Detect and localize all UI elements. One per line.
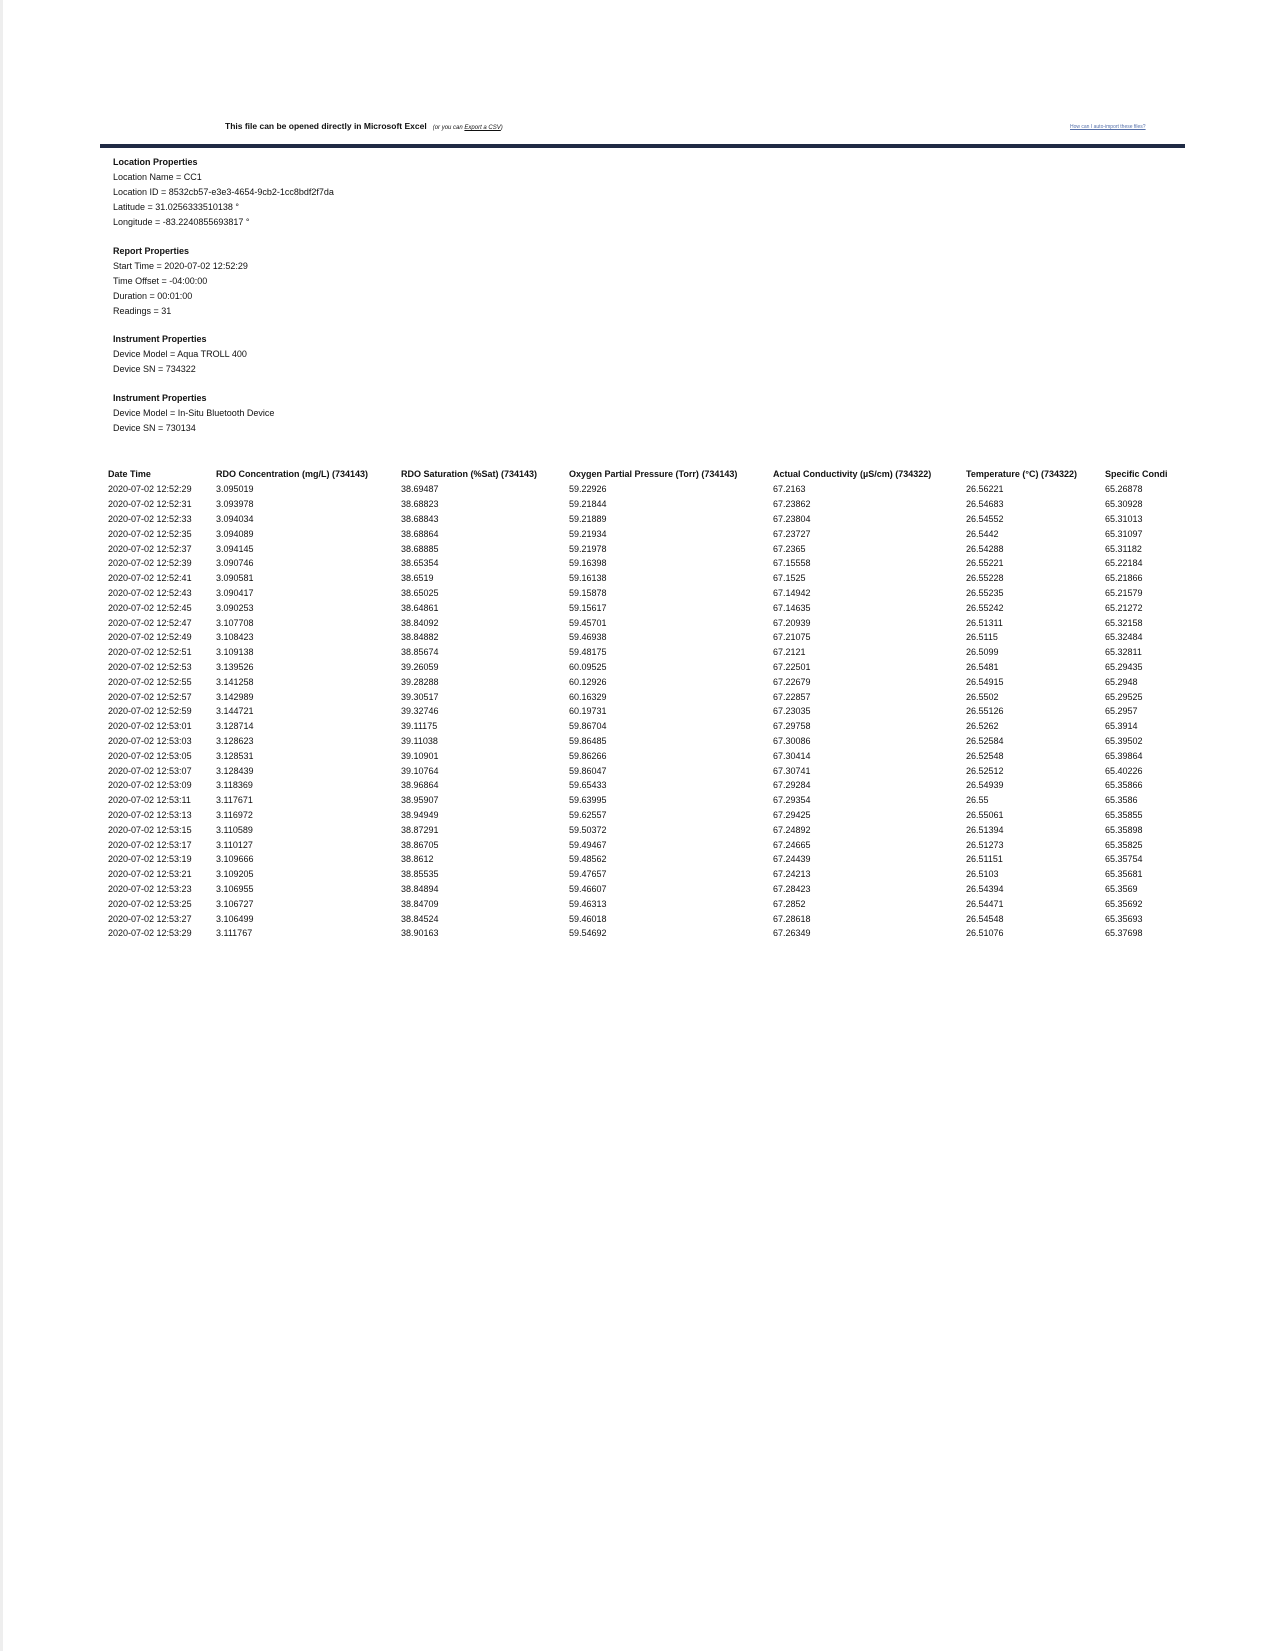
table-cell: 67.24439 [773,854,811,865]
table-cell: 60.09525 [569,661,607,672]
table-cell: 65.31013 [1105,513,1143,524]
table-cell: 67.30741 [773,765,811,776]
table-cell: 2020-07-02 12:53:19 [108,854,192,865]
table-cell: 59.46938 [569,632,607,643]
table-cell: 67.29425 [773,809,811,820]
column-header: Date Time [108,469,151,479]
table-row [108,926,1192,941]
report-heading: Report Properties [113,246,190,256]
table-cell: 3.106499 [216,913,254,924]
instrument-line: Device Model = In-Situ Bluetooth Device [113,408,275,418]
instrument-line: Device SN = 734322 [113,364,196,374]
table-row [108,748,1192,763]
table-cell: 67.23804 [773,513,811,524]
table-cell: 3.109138 [216,647,254,658]
table-cell: 2020-07-02 12:52:33 [108,513,192,524]
table-cell: 3.144721 [216,706,254,717]
table-row [108,615,1192,630]
table-cell: 26.55126 [966,706,1004,717]
table-cell: 59.46313 [569,898,607,909]
location-properties [113,155,334,230]
table-cell: 67.2163 [773,484,806,495]
table-cell: 38.68864 [401,528,439,539]
table-cell: 3.090581 [216,573,254,584]
table-cell: 2020-07-02 12:52:47 [108,617,192,628]
table-row [108,660,1192,675]
table-cell: 67.29758 [773,721,811,732]
table-cell: 59.49467 [569,839,607,850]
table-cell: 3.128531 [216,750,254,761]
table-cell: 59.21934 [569,528,607,539]
table-cell: 67.23727 [773,528,811,539]
table-cell: 3.111767 [216,928,253,939]
table-cell: 26.54683 [966,499,1004,510]
table-cell: 67.29284 [773,780,811,791]
table-cell: 65.2957 [1105,706,1138,717]
table-cell: 65.39864 [1105,750,1143,761]
table-cell: 67.14635 [773,602,811,613]
table-cell: 3.106955 [216,883,254,894]
location-line: Location ID = 8532cb57-e3e3-4654-9cb2-1cc8bdf2f7da [113,187,334,197]
location-line: Latitude = 31.0256333510138 ° [113,202,239,212]
table-cell: 59.50372 [569,824,607,835]
table-cell: 2020-07-02 12:52:59 [108,706,192,717]
banner-title: This file can be opened directly in Microsoft Excel [225,121,427,131]
report-line: Readings = 31 [113,306,172,316]
table-cell: 26.5103 [966,869,999,880]
column-header: Actual Conductivity (µS/cm) (734322) [773,469,932,479]
instrument-line: Device SN = 730134 [113,423,196,433]
table-cell: 3.117671 [216,795,253,806]
table-row [108,512,1192,527]
table-cell: 2020-07-02 12:52:35 [108,528,192,539]
table-cell: 59.62557 [569,809,607,820]
table-cell: 67.2121 [773,647,806,658]
table-cell: 2020-07-02 12:53:01 [108,721,192,732]
table-cell: 65.29525 [1105,691,1143,702]
table-cell: 26.51311 [966,617,1003,628]
table-cell: 2020-07-02 12:52:31 [108,499,192,510]
table-cell: 39.10764 [401,765,439,776]
table-cell: 2020-07-02 12:53:09 [108,780,192,791]
table-cell: 67.24665 [773,839,811,850]
table-cell: 65.21866 [1105,573,1143,584]
table-cell: 38.68823 [401,499,439,510]
table-cell: 67.24213 [773,869,811,880]
table-cell: 65.2948 [1105,676,1138,687]
table-cell: 3.095019 [216,484,254,495]
table-cell: 38.86705 [401,839,439,850]
table-cell: 67.30086 [773,735,811,746]
table-row [108,719,1192,734]
table-cell: 59.86047 [569,765,607,776]
table-cell: 38.84709 [401,898,439,909]
table-cell: 3.109205 [216,869,254,880]
table-cell: 2020-07-02 12:53:03 [108,735,192,746]
table-cell: 65.3914 [1105,721,1138,732]
table-row [108,822,1192,837]
table-cell: 67.21075 [773,632,811,643]
table-cell: 59.16138 [569,573,607,584]
table-cell: 38.69487 [401,484,439,495]
table-cell: 38.6519 [401,573,434,584]
table-cell: 65.35825 [1105,839,1143,850]
table-cell: 59.86485 [569,735,607,746]
table-cell: 59.16398 [569,558,607,569]
table-cell: 26.54939 [966,780,1004,791]
table-cell: 65.30928 [1105,499,1143,510]
table-cell: 26.52548 [966,750,1004,761]
table-cell: 3.118369 [216,780,253,791]
column-header: Temperature (°C) (734322) [966,469,1077,479]
table-cell: 59.45701 [569,617,607,628]
table-cell: 2020-07-02 12:52:55 [108,676,192,687]
table-cell: 3.090253 [216,602,254,613]
table-cell: 26.52512 [966,765,1004,776]
table-cell: 2020-07-02 12:53:07 [108,765,192,776]
table-cell: 59.46607 [569,883,607,894]
table-cell: 3.107708 [216,617,254,628]
table-cell: 59.65433 [569,780,607,791]
table-cell: 26.55228 [966,573,1004,584]
table-cell: 2020-07-02 12:52:49 [108,632,192,643]
table-cell: 67.2365 [773,543,806,554]
table-cell: 26.54471 [966,898,1004,909]
table-cell: 26.55 [966,795,989,806]
table-cell: 67.20939 [773,617,811,628]
table-cell: 67.1525 [773,573,806,584]
table-cell: 38.85674 [401,647,439,658]
column-header: RDO Concentration (mg/L) (734143) [216,469,369,479]
table-cell: 2020-07-02 12:52:45 [108,602,192,613]
table-cell: 39.26059 [401,661,439,672]
table-cell: 59.48562 [569,854,607,865]
table-cell: 26.52584 [966,735,1004,746]
table-cell: 38.8612 [401,854,434,865]
table-cell: 65.29435 [1105,661,1143,672]
table-cell: 38.84092 [401,617,439,628]
table-cell: 59.86266 [569,750,607,761]
table-cell: 65.35866 [1105,780,1143,791]
table-cell: 2020-07-02 12:52:29 [108,484,192,495]
table-cell: 26.5502 [966,691,999,702]
table-row [108,734,1192,749]
table-cell: 3.110127 [216,839,253,850]
table-cell: 67.15558 [773,558,811,569]
table-cell: 2020-07-02 12:53:23 [108,883,192,894]
table-cell: 67.23035 [773,706,811,717]
table-cell: 38.68885 [401,543,439,554]
table-cell: 67.22501 [773,661,811,672]
table-row [108,793,1192,808]
instrument-line: Device Model = Aqua TROLL 400 [113,349,247,359]
table-cell: 3.128714 [216,721,254,732]
table-cell: 3.109666 [216,854,254,865]
table-cell: 2020-07-02 12:53:21 [108,869,192,880]
table-cell: 3.108423 [216,632,254,643]
table-row [108,837,1192,852]
table-cell: 2020-07-02 12:53:05 [108,750,192,761]
table-cell: 38.87291 [401,824,439,835]
table-cell: 65.3569 [1105,883,1138,894]
table-cell: 67.2852 [773,898,806,909]
table-cell: 2020-07-02 12:52:37 [108,543,192,554]
location-line: Longitude = -83.2240855693817 ° [113,217,250,227]
table-cell: 38.84894 [401,883,439,894]
table-cell: 3.142989 [216,691,254,702]
table-row [108,645,1192,660]
table-cell: 38.68843 [401,513,439,524]
table-cell: 3.141258 [216,676,254,687]
table-cell: 59.86704 [569,721,607,732]
table-cell: 38.65354 [401,558,439,569]
table-cell: 26.55221 [966,558,1004,569]
table-cell: 65.35693 [1105,913,1143,924]
table-row [108,911,1192,926]
table-cell: 38.65025 [401,587,439,598]
table-cell: 65.21579 [1105,587,1143,598]
report-line: Start Time = 2020-07-02 12:52:29 [113,261,248,271]
table-cell: 2020-07-02 12:52:53 [108,661,192,672]
table-cell: 65.21272 [1105,602,1143,613]
column-header: RDO Saturation (%Sat) (734143) [401,469,538,479]
table-cell: 39.30517 [401,691,439,702]
table-cell: 65.35898 [1105,824,1143,835]
table-cell: 67.26349 [773,928,811,939]
table-cell: 38.84524 [401,913,439,924]
table-cell: 67.22857 [773,691,811,702]
table-cell: 59.21844 [569,499,607,510]
table-cell: 2020-07-02 12:52:51 [108,647,192,658]
table-cell: 2020-07-02 12:53:17 [108,839,192,850]
table-cell: 26.5481 [966,661,999,672]
table-row [108,867,1192,882]
table-cell: 65.31182 [1105,543,1142,554]
table-cell: 67.29354 [773,795,811,806]
table-cell: 65.39502 [1105,735,1143,746]
table-cell: 67.22679 [773,676,811,687]
table-cell: 3.139526 [216,661,254,672]
table-row [108,852,1192,867]
table-cell: 3.090417 [216,587,254,598]
table-cell: 26.5099 [966,647,999,658]
table-cell: 67.28618 [773,913,811,924]
table-cell: 26.5262 [966,721,999,732]
table-cell: 38.85535 [401,869,439,880]
table-cell: 3.094145 [216,543,254,554]
table-cell: 26.54915 [966,676,1004,687]
table-cell: 2020-07-02 12:52:43 [108,587,192,598]
table-row [108,674,1192,689]
table-cell: 2020-07-02 12:52:57 [108,691,192,702]
location-heading: Location Properties [113,157,198,167]
table-row [108,882,1192,897]
table-cell: 59.15878 [569,587,607,598]
page-edge [0,0,3,1651]
table-cell: 60.12926 [569,676,607,687]
table-header-row [108,466,1192,482]
table-row [108,778,1192,793]
table-row [108,571,1192,586]
table-cell: 26.51151 [966,854,1003,865]
report-line: Time Offset = -04:00:00 [113,276,208,286]
table-cell: 59.21978 [569,543,607,554]
excel-banner [0,121,1275,135]
column-header: Specific Condi [1105,469,1168,479]
table-row [108,704,1192,719]
table-cell: 65.32811 [1105,647,1142,658]
table-cell: 2020-07-02 12:53:11 [108,795,191,806]
table-cell: 67.14942 [773,587,811,598]
table-cell: 39.11175 [401,721,438,732]
table-row [108,497,1192,512]
table-cell: 38.64861 [401,602,439,613]
table-row [108,689,1192,704]
export-suffix: ) [500,125,503,131]
table-row [108,526,1192,541]
table-cell: 2020-07-02 12:52:41 [108,573,192,584]
table-row [108,630,1192,645]
table-cell: 67.24892 [773,824,811,835]
table-cell: 26.54552 [966,513,1004,524]
table-cell: 2020-07-02 12:53:15 [108,824,192,835]
instrument-heading: Instrument Properties [113,334,207,344]
instrument-properties-1 [113,332,247,377]
table-cell: 26.51394 [966,824,1004,835]
table-row [108,556,1192,571]
table-cell: 65.35754 [1105,854,1143,865]
table-cell: 26.5115 [966,632,998,643]
table-cell: 26.54548 [966,913,1004,924]
table-cell: 67.30414 [773,750,811,761]
table-cell: 59.63995 [569,795,607,806]
table-cell: 26.51273 [966,839,1004,850]
table-cell: 67.28423 [773,883,811,894]
table-cell: 3.116972 [216,809,253,820]
table-cell: 59.15617 [569,602,607,613]
table-cell: 60.16329 [569,691,607,702]
table-row [108,808,1192,823]
table-cell: 39.11038 [401,735,438,746]
table-row [108,541,1192,556]
table-cell: 67.23862 [773,499,811,510]
table-cell: 38.90163 [401,928,439,939]
table-cell: 3.090746 [216,558,254,569]
table-cell: 65.22184 [1105,558,1143,569]
table-cell: 59.21889 [569,513,607,524]
table-cell: 26.5442 [966,528,999,539]
table-cell: 65.40226 [1105,765,1143,776]
table-cell: 65.26878 [1105,484,1143,495]
table-row [108,586,1192,601]
table-cell: 39.32746 [401,706,439,717]
table-cell: 26.51076 [966,928,1004,939]
table-cell: 3.094089 [216,528,254,539]
instrument-properties-2 [113,391,274,436]
table-cell: 3.128439 [216,765,254,776]
table-row [108,896,1192,911]
readings-table [108,466,1192,941]
table-cell: 65.37698 [1105,928,1143,939]
table-cell: 65.32484 [1105,632,1143,643]
table-cell: 65.35855 [1105,809,1143,820]
table-body [108,482,1192,941]
header-rule [100,144,1185,148]
table-cell: 26.55242 [966,602,1004,613]
table-cell: 38.84882 [401,632,439,643]
table-cell: 2020-07-02 12:53:27 [108,913,192,924]
table-cell: 2020-07-02 12:52:39 [108,558,192,569]
export-csv-link[interactable]: Export a CSV [464,125,501,131]
table-row [108,600,1192,615]
table-cell: 2020-07-02 12:53:25 [108,898,192,909]
table-cell: 38.96864 [401,780,439,791]
table-cell: 3.110589 [216,824,253,835]
table-cell: 2020-07-02 12:53:13 [108,809,192,820]
table-cell: 26.54394 [966,883,1004,894]
location-line: Location Name = CC1 [113,172,202,182]
export-note [433,125,503,131]
table-cell: 26.55235 [966,587,1004,598]
table-row [108,763,1192,778]
table-cell: 65.35692 [1105,898,1143,909]
table-cell: 65.3586 [1105,795,1138,806]
table-row [108,482,1192,497]
table-cell: 39.10901 [401,750,439,761]
table-cell: 59.47657 [569,869,607,880]
table-cell: 38.94949 [401,809,439,820]
report-line: Duration = 00:01:00 [113,291,193,301]
table-cell: 65.31097 [1105,528,1143,539]
instrument-heading: Instrument Properties [113,393,207,403]
export-prefix: (or you can [432,125,465,131]
table-cell: 65.35681 [1105,869,1143,880]
table-cell: 3.106727 [216,898,254,909]
column-header: Oxygen Partial Pressure (Torr) (734143) [569,469,738,479]
table-cell: 3.093978 [216,499,254,510]
table-cell: 39.28288 [401,676,439,687]
table-cell: 26.56221 [966,484,1004,495]
auto-import-help-link[interactable]: How can I auto-import these files? [1070,124,1146,130]
table-cell: 3.128623 [216,735,254,746]
table-cell: 65.32158 [1105,617,1143,628]
table-cell: 38.95907 [401,795,439,806]
banner-text [225,121,503,131]
table-cell: 60.19731 [569,706,607,717]
table-cell: 26.55061 [966,809,1004,820]
table-cell: 26.54288 [966,543,1004,554]
table-cell: 59.46018 [569,913,607,924]
table-cell: 59.54692 [569,928,607,939]
table-cell: 59.48175 [569,647,607,658]
table-cell: 2020-07-02 12:53:29 [108,928,192,939]
table-cell: 3.094034 [216,513,254,524]
report-properties [113,244,248,319]
table-cell: 59.22926 [569,484,607,495]
